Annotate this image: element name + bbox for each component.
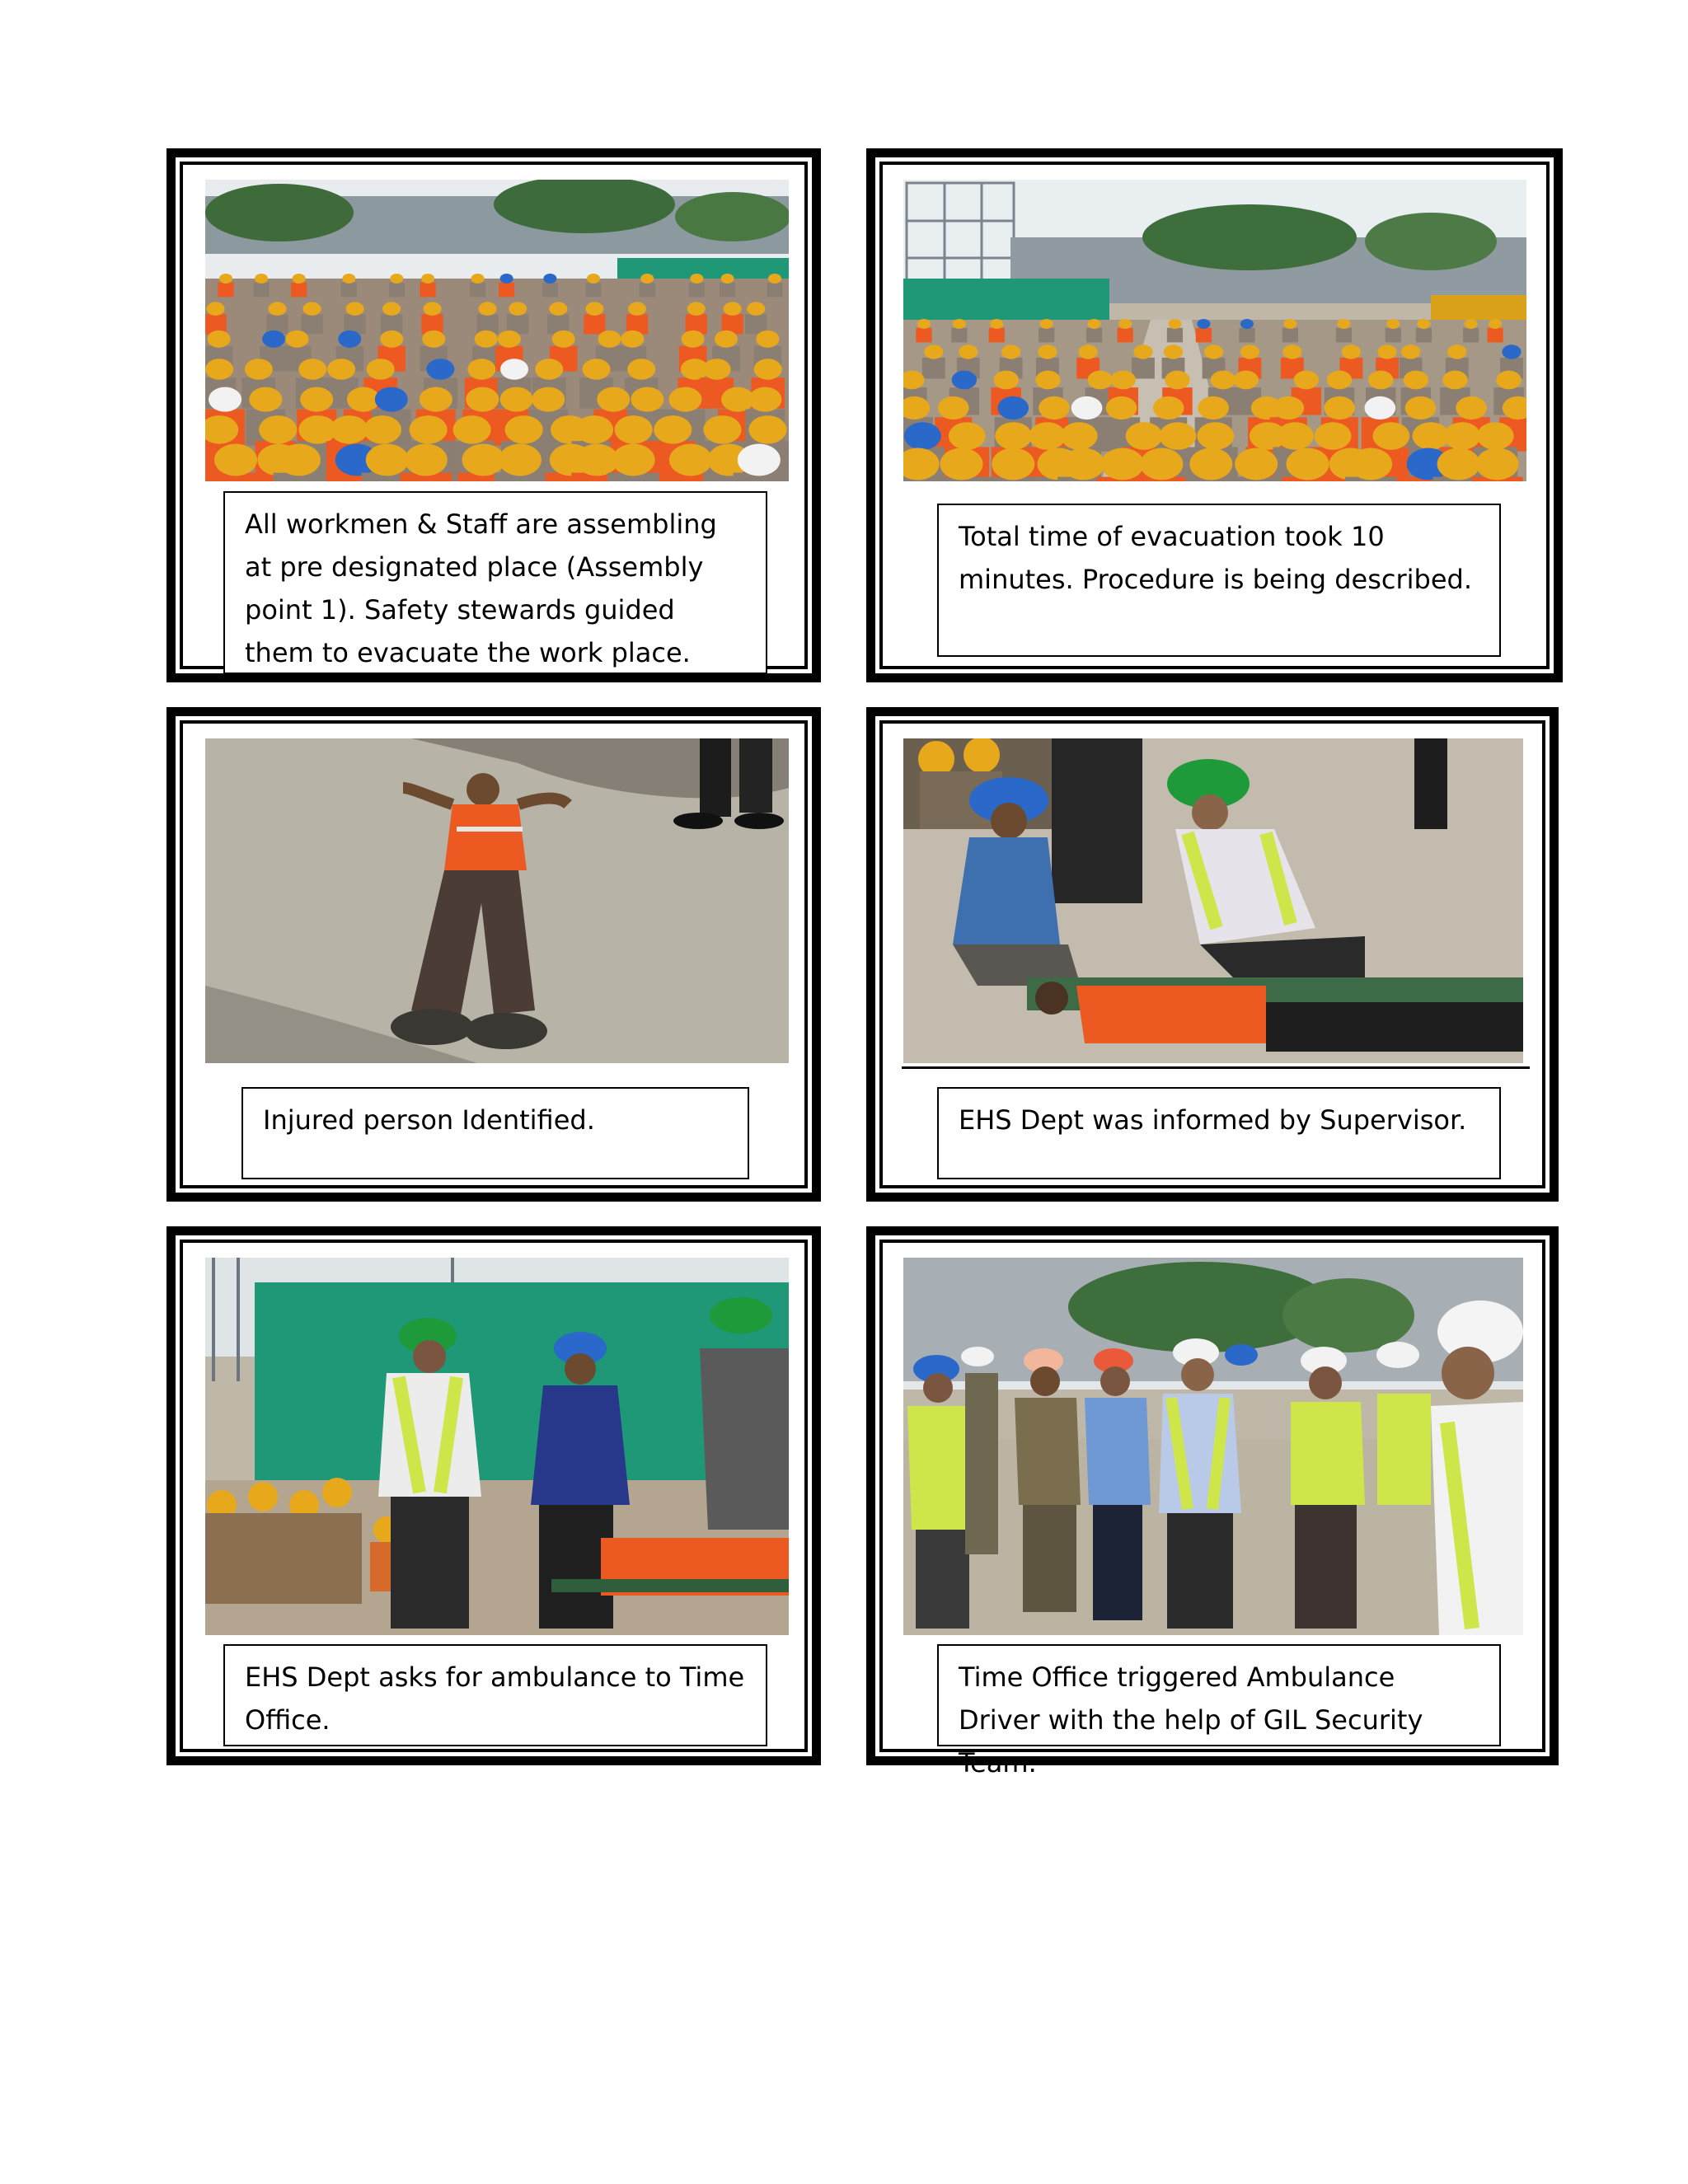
- photo-first-aid: [903, 738, 1523, 1063]
- panel-6: [866, 1226, 1559, 1779]
- caption-box: EHS Dept was informed by Supervisor.: [937, 1087, 1501, 1179]
- photo-ehs-ambulance-call: [205, 1258, 789, 1635]
- panel-1: [166, 148, 821, 682]
- panel-4: [866, 707, 1559, 1202]
- photo-injured-person: [205, 738, 789, 1063]
- caption-box: All workmen & Staff are assembling at pre designated place (Assembly point 1). Safety stewards guided them to evacuate the work place.: [223, 491, 767, 674]
- caption-box: Total time of evacuation took 10 minutes. Procedure is being described.: [937, 504, 1501, 657]
- panel-2: [866, 148, 1563, 682]
- panel-3: [166, 707, 821, 1202]
- photo-assembly-crowd: [205, 180, 789, 481]
- caption-box: Time Office triggered Ambulance Driver with the help of GIL Security Team.: [937, 1644, 1501, 1746]
- caption-box: EHS Dept asks for ambulance to Time Office.: [223, 1644, 767, 1746]
- caption-box: Injured person Identified.: [241, 1087, 749, 1179]
- photo-security-team: [903, 1258, 1523, 1635]
- photo-seated-rows: [903, 180, 1526, 481]
- panel-5: [166, 1226, 821, 1765]
- divider-line: [902, 1066, 1530, 1069]
